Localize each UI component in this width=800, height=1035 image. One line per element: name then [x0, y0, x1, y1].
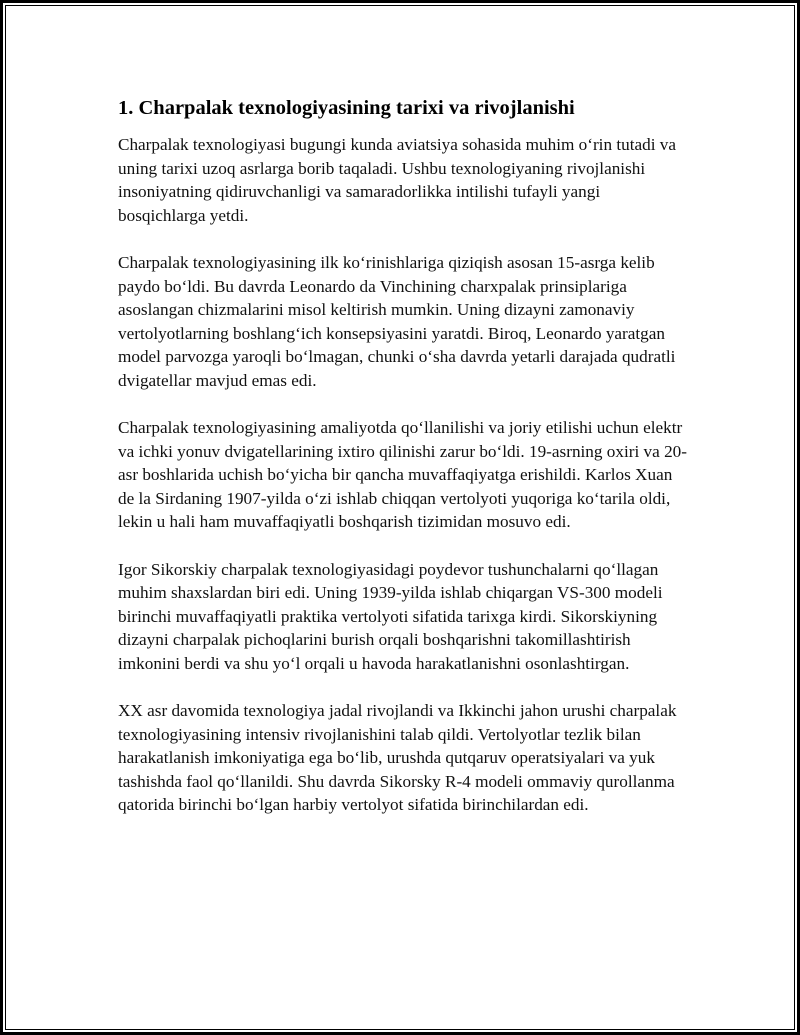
document-title: 1. Charpalak texnologiyasining tarixi va rivojlanishi — [118, 97, 575, 119]
paragraph-4: Igor Sikorskiy charpalak texnologiyasidagi poydevor tushunchalarni qo‘llagan muhim shaxslardan biri edi. Uning 1939-yilda ishlab chiqargan VS-300 modeli birinchi muvaffaqiyatli praktika vertolyoti sifatida tarixga kirdi. Sikorskiyning dizayni charpalak pichoqlarini burish orqali boshqarishni takomillashtirish imkonini berdi va shu yo‘l orqali u havoda harakatlanishni osonlashtirgan. — [118, 559, 663, 673]
document-body — [118, 95, 688, 841]
paragraph-5: XX asr davomida texnologiya jadal rivojlandi va Ikkinchi jahon urushi charpalak texnologiyasining intensiv rivojlanishini talab qildi. Vertolyotlar tezlik bilan harakatlanish imkoniyatiga ega bo‘lib, urushda qutqaruv operatsiyalari va yuk tashishda faol qo‘llanildi. Shu davrda Sikorsky R-4 modeli ommaviy qurollanma qatorida birinchi bo‘lgan harbiy vertolyot sifatida birinchilardan edi. — [118, 701, 677, 814]
paragraph-2: Charpalak texnologiyasining ilk ko‘rinishlariga qiziqish asosan 15-asrga kelib paydo bo‘ldi. Bu davrda Leonardo da Vinchining charxpalak prinsiplariga asoslangan chizmalarini misol keltirish mumkin. Uning dizayni zamonaviy vertolyotlarning boshlang‘ich konsepsiyasini yaratdi. Biroq, Leonardo yaratgan model parvozga yaroqli bo‘lmagan, chunki o‘sha davrda yetarli darajada qudratli dvigatellar mavjud emas edi. — [118, 253, 676, 390]
paragraph-1: Charpalak texnologiyasi bugungi kunda aviatsiya sohasida muhim o‘rin tutadi va uning tarixi uzoq asrlarga borib taqaladi. Ushbu texnologiyaning rivojlanishi insoniyatning qidiruvchanligi va samaradorlikka intilishi tufayli yangi bosqichlarga yetdi. — [118, 135, 677, 225]
paragraph-3: Charpalak texnologiyasining amaliyotda qo‘llanilishi va joriy etilishi uchun elektr va ichki yonuv dvigatellarining ixtiro qilinishi zarur bo‘ldi. 19-asrning oxiri va 20-asr boshlarida uchish bo‘yicha bir qancha muvaffaqiyatga erishildi. Karlos Xuan de la Sirdaning 1907-yilda o‘zi ishlab chiqqan vertolyoti yuqoriga ko‘tarila oldi, lekin u hali ham muvaffaqiyatli boshqarish tizimidan mosuvo edi. — [118, 418, 687, 531]
